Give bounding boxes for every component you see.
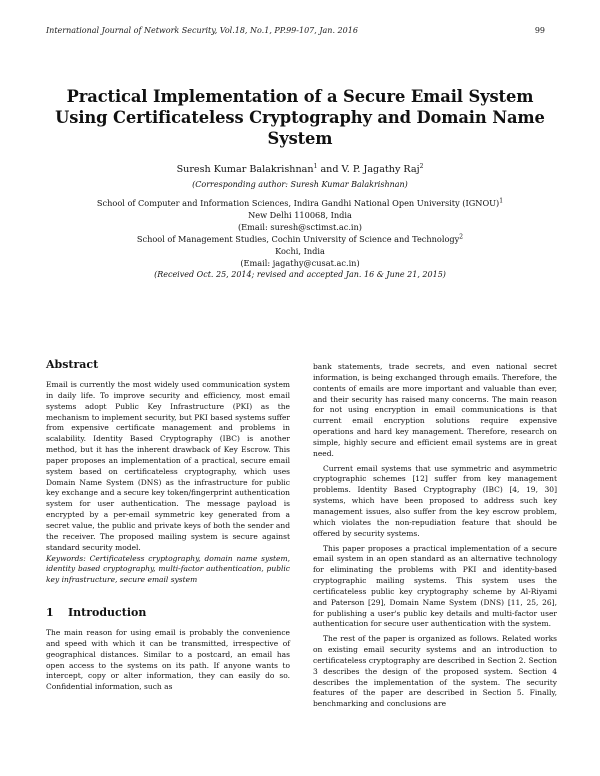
section-number: 1	[46, 606, 54, 620]
author-1: Suresh Kumar Balakrishnan	[176, 164, 314, 175]
keywords-label: Keywords:	[46, 553, 86, 563]
left-column	[46, 358, 290, 693]
affiliation-2-name: School of Management Studies, Cochin University of Science and Technology	[136, 234, 460, 244]
received-dates: (Received Oct. 25, 2014; revised and accepted Jan. 16 & June 21, 2015)	[154, 270, 446, 279]
intro-paragraph-3: This paper proposes a practical implementation of a secure email system in an open standard as an alternative technology for eliminating the problems with PKI and identity-based cryptographic mailing systems. This system uses the certificateless public key cryptography scheme by Al-Riyami and Paterson [29], Domain Name System (DNS) [11, 25, 26], for publishing a user's public key details and multi-factor user authentication for secure user authentication with the system.	[313, 543, 557, 629]
affiliation-2	[40, 233, 560, 245]
author-2-mark: 2	[419, 162, 424, 170]
author-line	[40, 163, 560, 177]
affiliation-1-mark: 1	[499, 197, 504, 205]
affiliation-2-email: (Email: jagathy@cusat.ac.in)	[240, 258, 360, 268]
author-1-mark: 1	[313, 162, 318, 170]
corresponding-author: (Corresponding author: Suresh Kumar Balakrishnan)	[192, 180, 408, 189]
section-title: Introduction	[68, 606, 147, 620]
affiliation-2-mark: 2	[459, 233, 464, 241]
right-column	[313, 362, 557, 710]
abstract-heading: Abstract	[46, 358, 99, 371]
affiliation-2-city: Kochi, India	[275, 246, 325, 256]
keywords	[46, 554, 290, 587]
intro-paragraph-2: Current email systems that use symmetric and asymmetric cryptographic schemes [12] suffer from key management problems. Identity Based Cryptography (IBC) [4, 19, 30] systems, which have been proposed to address such key management issues, also suffer from the key escrow problem, which violates the non-repudiation feature that should be offered by security systems.	[313, 463, 557, 538]
affiliation-1-city: New Delhi 110068, India	[248, 210, 352, 220]
page-number: 99	[534, 26, 545, 35]
intro-paragraph-1: The main reason for using email is probably the convenience and speed with which it can be transmitted, irrespective of geographical distances. Similar to a postcard, an email has open access to the systems on its path. If anyone wants to intercept, copy or alter information, they can easily do so. Confidential information, such as	[46, 628, 290, 692]
intro-paragraph-4: The rest of the paper is organized as follows. Related works on existing email security systems and an introduction to certificateless cryptography are described in Section 2. Section 3 describes the design of the proposed system. Section 4 describes the implementation of the system. The security features of the paper are described in Section 5. Finally, benchmarking and conclusions are	[313, 634, 557, 709]
paper-title: Practical Implementation of a Secure Email System Using Certificateless Cryptography and Domain Name System	[55, 87, 545, 148]
author-conjunction: and	[317, 164, 342, 175]
affiliation-1	[40, 197, 560, 209]
intro-paragraph-1-continued: bank statements, trade secrets, and even national secret information, is being exchanged through emails. Therefore, the contents of emails are more important and valuable than ever, and their security has raised many concerns. The main reason for not using encryption in email communications is that current email encryption solutions require expensive operations and hard key management. Therefore, research on simple, highly secure and efficient email systems are in great need.	[313, 362, 557, 458]
running-head: International Journal of Network Security, Vol.18, No.1, PP.99-107, Jan. 2016	[46, 26, 358, 35]
front-matter	[40, 163, 560, 281]
abstract-text: Email is currently the most widely used communication system in daily life. To improve security and efficiency, most email systems adopt Public Key Infrastructure (PKI) as the mechanism to implement security, but PKI based systems suffer from expensive certificate management and problems in scalability. Identity Based Cryptography (IBC) is another method, but it has the inherent drawback of Key Escrow. This paper proposes an implementation of a practical, secure email system based on certificateless cryptography, which uses Domain Name System (DNS) as the infrastructure for public key exchange and a secure key token/fingerprint authentication system for user authentication. The message payload is encrypted by a per-email symmetric key generated from a secret value, the public and private keys of both the sender and the receiver. The proposed mailing system is secure against standard security model.	[46, 380, 290, 552]
introduction-heading	[46, 606, 290, 619]
author-2: V. P. Jagathy Raj	[341, 164, 420, 175]
affiliation-1-name: School of Computer and Information Sciences, Indira Gandhi National Open University (IGNOU)	[96, 198, 500, 208]
affiliation-1-email: (Email: suresh@sctimst.ac.in)	[237, 222, 363, 232]
keywords-text: Certificateless cryptography, domain name system, identity based cryptography, multi-factor authentication, public key infrastructure, secure email system	[46, 553, 290, 585]
